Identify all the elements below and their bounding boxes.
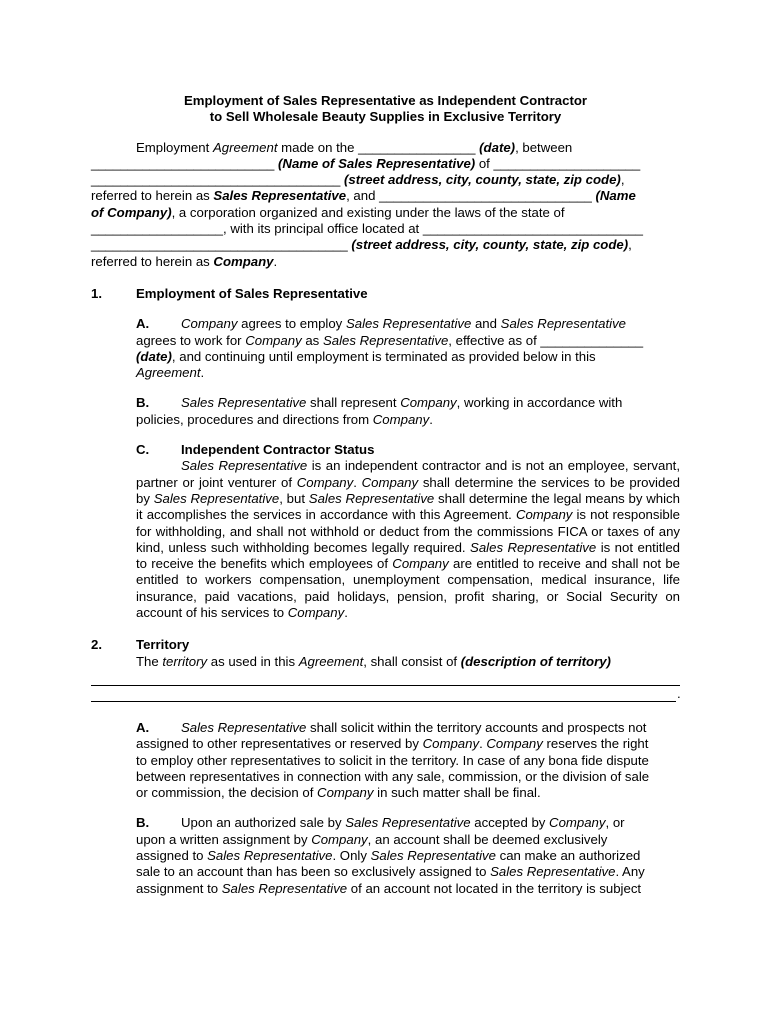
clause-text: Company: [181, 316, 238, 332]
section-1b: [136, 395, 680, 428]
clause-text: .: [344, 605, 348, 621]
intro-text: ,: [628, 237, 632, 253]
clause-text: Company: [392, 556, 449, 572]
clause-text: between representatives in connection with any sale, commission, or the division of sale: [136, 768, 650, 784]
clause-text: Company: [317, 785, 374, 801]
clause-text: . Only: [332, 847, 371, 863]
clause-text: Sales Representative: [490, 864, 616, 880]
address-blank: __________________________________: [91, 172, 345, 188]
intro-text: Sales Representative: [213, 188, 347, 204]
clause-label: B.: [136, 395, 150, 411]
clause-text: Sales Representative: [500, 316, 627, 332]
clause-text: Sales Representative: [181, 395, 307, 411]
section-number: 1.: [91, 285, 102, 301]
clause-text: sale to an account than has been so exclusively assigned to: [136, 864, 491, 880]
name-blank: _________________________: [91, 155, 279, 171]
intro-text: ,: [620, 172, 625, 188]
clause-text: assignment to: [136, 880, 222, 896]
intro-text: .: [273, 253, 278, 269]
clause-text: Company: [311, 831, 368, 847]
intro-text: (street address, city, county, state, zip code): [351, 237, 629, 253]
clause-text: .: [429, 411, 433, 427]
clause-text: Company: [486, 736, 543, 752]
clause-text: of an account not located in the territory is subject: [347, 880, 642, 896]
clause-text: Sales Representative: [345, 316, 472, 332]
clause-text: Sales Representative: [207, 847, 333, 863]
section-2b: [136, 815, 680, 896]
clause-text: in such matter shall be final.: [373, 785, 541, 801]
clause-label: A.: [136, 316, 150, 332]
clause-text: reserves the right: [542, 736, 649, 752]
intro-text: referred to herein as: [91, 253, 214, 269]
clause-text: Sales Representative: [221, 880, 348, 896]
clause-text: Company: [515, 507, 573, 523]
clause-text: Sales Representative: [181, 719, 307, 735]
clause-text: accepted by: [470, 815, 550, 831]
clause-text: or commission, the decision of: [136, 785, 318, 801]
clause-text: Sales Representative: [153, 490, 280, 506]
title-line-2: to Sell Wholesale Beauty Supplies in Exclusive Territory: [209, 109, 562, 125]
clause-text: Company: [287, 605, 345, 621]
intro-text: Company: [213, 253, 274, 269]
clause-text: Company: [361, 474, 419, 490]
intro-text: , between: [515, 139, 573, 155]
title-line-1: Employment of Sales Representative as Independent Contractor: [183, 93, 588, 108]
clause-text: Sales Representative: [370, 847, 496, 863]
clause-text: Upon an authorized sale by: [181, 815, 346, 831]
clause-text: shall solicit within the territory accounts and prospects not: [306, 719, 647, 735]
clause-text: shall represent: [306, 395, 401, 411]
clause-text: , shall consist of: [363, 653, 461, 669]
state-office-blank: __________________, with its principal office located at ______________________________: [91, 221, 643, 237]
intro-text: , a corporation organized and existing under the laws of the state of: [171, 204, 565, 220]
section-2a: [136, 720, 680, 801]
intro-text: (date): [479, 139, 516, 155]
document-title: [91, 93, 680, 126]
clause-text: Company: [549, 815, 606, 831]
clause-text: is not responsible for withholding, and shall not withhold or deduct from the commissions FICA or taxes of any kind, unless such withholding becomes legally required.: [136, 507, 680, 555]
date-blank: made on the ________________: [277, 139, 480, 155]
clause-text: Sales Representative: [308, 490, 435, 506]
clause-text: territory: [162, 653, 208, 669]
clause-text: Sales Representative: [345, 815, 471, 831]
intro-text: (Name of Sales Representative): [278, 155, 476, 171]
clause-text: is not entitled to receive the benefits which employees of: [136, 539, 681, 572]
clause-text: agrees to work for: [136, 332, 246, 348]
address-blank: of ____________________: [475, 155, 641, 171]
clause-text: are entitled to receive and shall not be entitled to workers compensation, unemployment compensation, medical insurance, life insurance, paid vacations, paid holidays, pension, profit sharing, or Social Security on account of his services to: [136, 556, 680, 621]
clause-text: policies, procedures and directions from: [136, 411, 373, 427]
clause-text: Company: [422, 736, 480, 752]
independent-contractor-text: [136, 458, 680, 621]
intro-text: referred to herein as: [91, 188, 214, 204]
clause-text: Company: [400, 395, 457, 411]
territory-intro: [136, 654, 680, 670]
section-1-heading: [91, 286, 680, 302]
clause-text: , or: [605, 815, 625, 831]
clause-text: , an account shall be deemed exclusively: [367, 831, 608, 847]
clause-text: Company: [296, 474, 354, 490]
clause-label: A.: [136, 719, 150, 735]
clause-text: upon a written assignment by: [136, 831, 312, 847]
company-blank: , and _____________________________: [346, 188, 596, 204]
clause-text: (date): [136, 348, 172, 364]
clause-label: B.: [136, 815, 150, 831]
section-title: Employment of Sales Representative: [136, 285, 368, 301]
clause-text: , but: [279, 490, 309, 506]
clause-text: shall determine the legal means by which it accomplishes the services in accordance with this Agreement.: [136, 490, 680, 523]
intro-text: Agreement: [212, 139, 278, 155]
intro-paragraph: [91, 140, 680, 270]
clause-text: to employ other representatives to solicit in the territory. In case of any bona fide dispute: [136, 752, 649, 768]
territory-period: .: [677, 685, 681, 701]
clause-text: and: [471, 316, 501, 332]
clause-text: as used in this: [207, 653, 299, 669]
clause-label: C.: [136, 442, 150, 458]
clause-text: Company: [372, 411, 430, 427]
clause-text: shall determine the services to be provided by: [136, 474, 680, 506]
clause-text: The: [136, 653, 163, 669]
effective-date-blank: , effective as of ______________: [448, 332, 644, 348]
clause-text: .: [200, 365, 205, 381]
section-number: 2.: [91, 637, 102, 653]
clause-text: as: [301, 332, 323, 348]
clause-text: agrees to employ: [237, 316, 346, 332]
clause-text: Company: [245, 332, 302, 348]
clause-text: is an independent contractor and is not an employee, servant, partner or joint venturer of: [136, 458, 680, 490]
territory-blank-line: [91, 670, 680, 686]
section-1a: [136, 316, 680, 381]
section-title: Territory: [136, 637, 190, 653]
intro-text: (Name: [595, 188, 636, 204]
document-page: [91, 93, 680, 897]
clause-text: Sales Representative: [181, 458, 308, 474]
intro-text: Employment: [136, 139, 213, 155]
address-blank: ___________________________________: [91, 237, 352, 253]
clause-text: (description of territory): [460, 653, 611, 669]
section-1c: [136, 442, 680, 621]
clause-text: . Any: [615, 864, 645, 880]
clause-text: Agreement: [298, 653, 364, 669]
clause-text: .: [479, 736, 487, 752]
territory-blank-line: [91, 686, 676, 702]
clause-text: can make an authorized: [495, 847, 641, 863]
clause-heading: Independent Contractor Status: [181, 442, 375, 458]
clause-text: , and continuing until employment is terminated as provided below in this: [171, 348, 596, 364]
territory-blank-lines: [91, 670, 680, 702]
intro-text: (street address, city, county, state, zip code): [344, 172, 621, 188]
intro-text: of Company): [91, 204, 172, 220]
clause-text: Agreement: [136, 365, 201, 381]
clause-text: .: [353, 474, 362, 490]
clause-text: , working in accordance with: [456, 395, 623, 411]
section-2-heading: [91, 637, 680, 653]
clause-text: assigned to: [136, 847, 208, 863]
clause-text: assigned to other representatives or reserved by: [136, 736, 423, 752]
clause-text: Sales Representative: [470, 539, 597, 555]
clause-text: Sales Representative: [322, 332, 449, 348]
